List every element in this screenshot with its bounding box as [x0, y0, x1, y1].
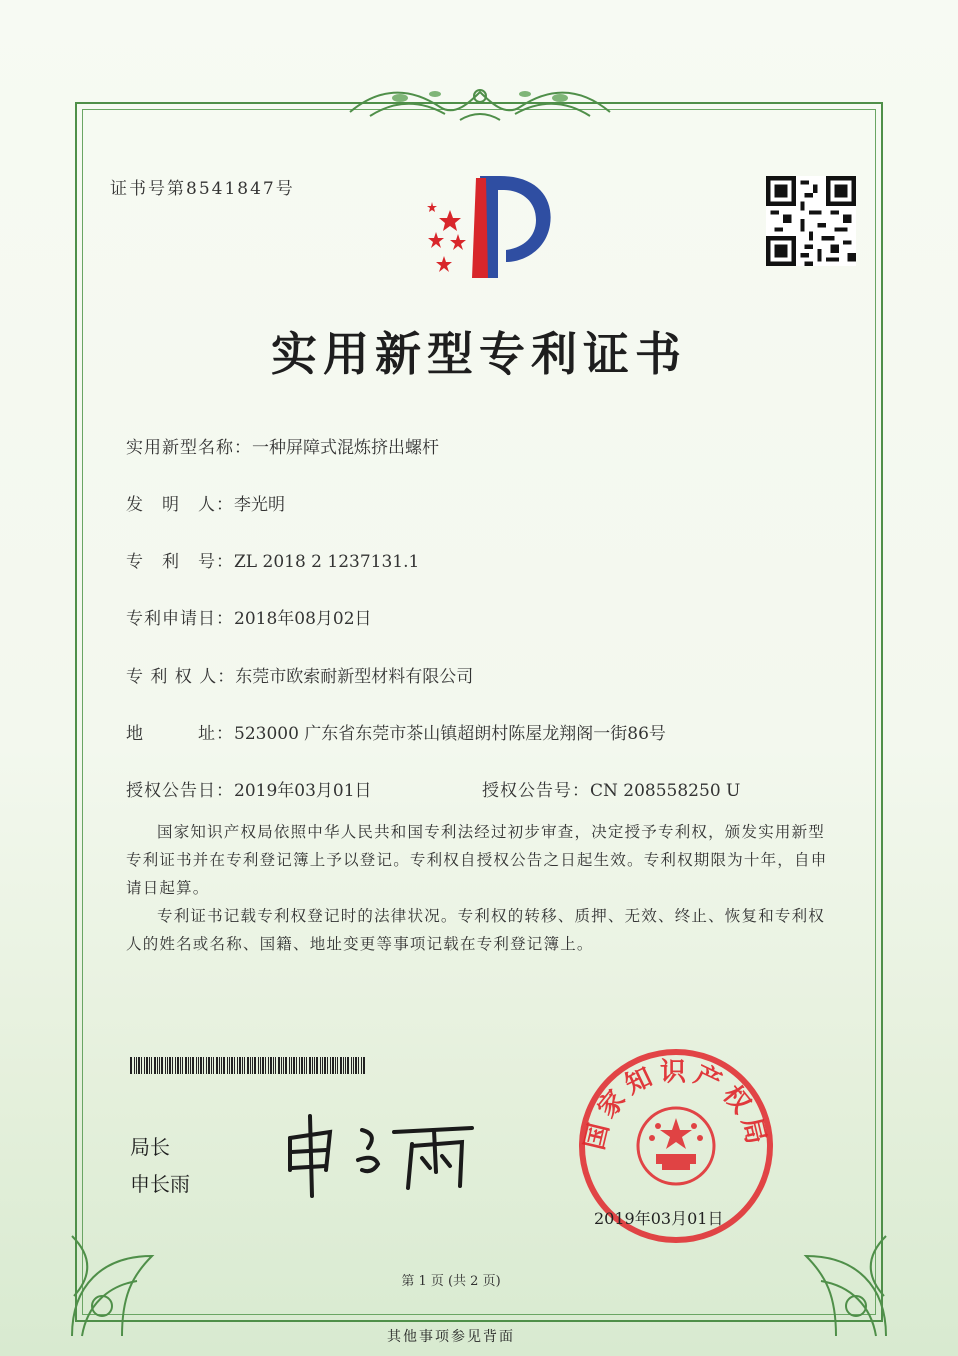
statement-paragraph: 国家知识产权局依照中华人民共和国专利法经过初步审查，决定授予专利权，颁发实用新型专利证书并在专利登记簿上予以登记。专利权自授权公告之日起生效。专利权期限为十年，自申请日起算。: [126, 823, 828, 897]
statement-paragraph: 专利证书记载专利权登记时的法律状况。专利权的转移、质押、无效、终止、恢复和专利权人的姓名或名称、国籍、地址变更等事项记载在专利登记簿上。: [126, 907, 826, 953]
director-name: 申长雨: [130, 1172, 190, 1196]
field-label: 专利申请日：: [126, 609, 234, 629]
field-patent-number: [126, 547, 419, 572]
field-address: [126, 719, 666, 744]
certificate-title: 实用新型专利证书: [271, 327, 687, 381]
field-value: 李光明: [234, 495, 285, 515]
certificate-statement: [126, 818, 840, 958]
field-value: 2018年08月02日: [234, 609, 372, 629]
field-value: 523000 广东省东莞市茶山镇超朗村陈屋龙翔阁一街86号: [234, 724, 666, 744]
certificate-number: 证书号第8541847号: [110, 179, 295, 199]
director-title: 局长: [130, 1135, 170, 1159]
field-value: ZL 2018 2 1237131.1: [234, 552, 420, 572]
seal-text: 国家知识产权局: [579, 1057, 773, 1153]
field-value: 一种屏障式混炼挤出螺杆: [252, 438, 439, 458]
field-label: 实用新型名称：: [126, 438, 252, 458]
barcode-icon: [130, 1057, 368, 1074]
qr-code-icon: [766, 176, 856, 266]
patent-office-logo-icon: [414, 170, 554, 280]
page-number: 第 1 页 (共 2 页): [401, 1274, 501, 1289]
seal-date: 2019年03月01日: [594, 1209, 724, 1228]
field-application-date: [126, 604, 372, 629]
field-label: 地 址：: [126, 724, 234, 744]
field-label: 专 利 权 人：: [126, 667, 236, 687]
back-note: 其他事项参见背面: [387, 1329, 515, 1345]
field-label: 专 利 号：: [126, 552, 234, 572]
field-grant-number: [482, 776, 740, 801]
field-inventor: [126, 490, 285, 515]
director-signature-icon: [282, 1108, 482, 1198]
field-patentee: [126, 662, 473, 687]
field-value: 2019年03月01日: [234, 781, 372, 801]
field-label: 授权公告号：: [482, 781, 590, 801]
field-utility-model-name: [126, 433, 439, 458]
top-ornament-icon: [340, 82, 620, 128]
field-value: CN 208558250 U: [590, 781, 741, 801]
field-label: 授权公告日：: [126, 781, 234, 801]
field-grant-date: [126, 776, 372, 801]
field-value: 东莞市欧索耐新型材料有限公司: [235, 667, 474, 687]
field-label: 发 明 人：: [126, 495, 234, 515]
